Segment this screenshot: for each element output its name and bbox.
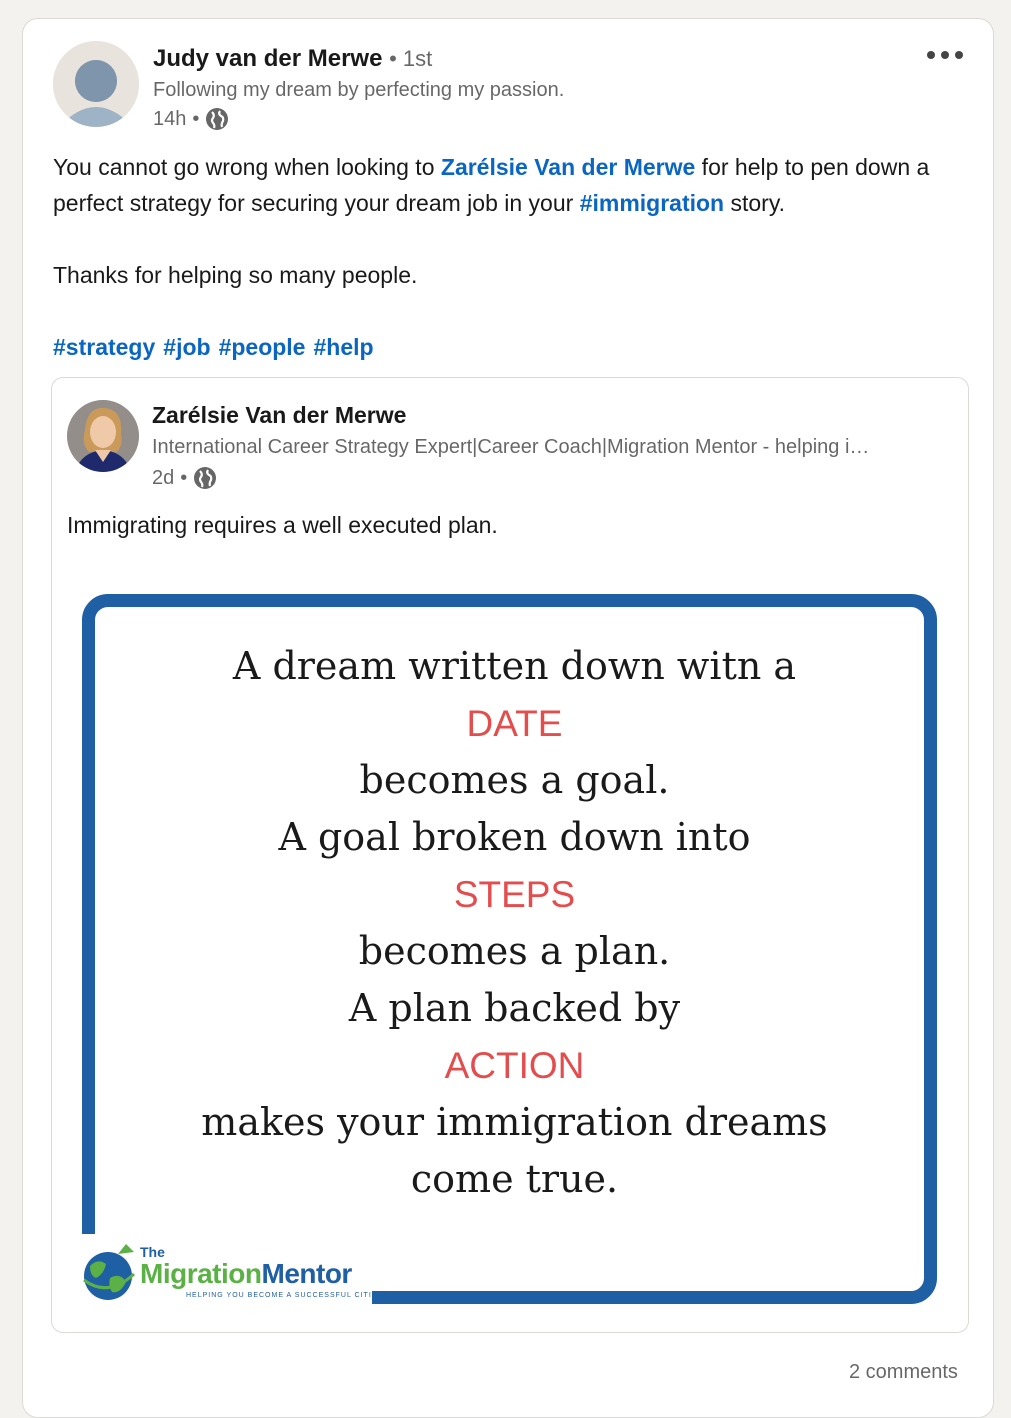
feed-post-card bbox=[22, 18, 994, 1418]
comments-count-link[interactable]: 2 comments bbox=[849, 1361, 958, 1383]
post-meta bbox=[153, 107, 229, 131]
shared-post-meta bbox=[152, 466, 217, 490]
hashtag-link[interactable]: #job bbox=[163, 334, 211, 360]
connection-degree: • 1st bbox=[389, 46, 433, 71]
hashtag-link[interactable]: #strategy bbox=[53, 334, 156, 360]
shared-post[interactable] bbox=[51, 377, 969, 1333]
logo-wordmark bbox=[140, 1258, 352, 1290]
shared-author-headline: International Career Strategy Expert|Career Coach|Migration Mentor - helping i… bbox=[152, 436, 870, 458]
shared-post-time: 2d bbox=[152, 466, 175, 489]
hashtag-link[interactable]: #help bbox=[313, 334, 374, 360]
meta-separator: • bbox=[192, 107, 200, 130]
author-name[interactable] bbox=[153, 45, 432, 73]
mention-link[interactable]: Zarélsie Van der Merwe bbox=[440, 154, 696, 180]
shared-author-name[interactable]: Zarélsie Van der Merwe bbox=[152, 402, 407, 428]
more-horizontal-icon bbox=[925, 50, 965, 60]
quote-line: A dream written down witn a bbox=[232, 644, 797, 688]
author-name-text[interactable]: Judy van der Merwe bbox=[153, 45, 383, 72]
globe-logo-icon bbox=[82, 1240, 138, 1302]
more-options-button[interactable] bbox=[923, 41, 967, 69]
post-body bbox=[53, 149, 973, 365]
post-text-fragment: You cannot go wrong when looking to bbox=[53, 154, 441, 180]
quote-line: makes your immigration dreams bbox=[201, 1100, 828, 1144]
migration-mentor-logo bbox=[82, 1234, 389, 1308]
logo-word-1: Migration bbox=[140, 1258, 262, 1289]
quote-text bbox=[82, 638, 947, 1208]
post-paragraph-2: Thanks for helping so many people. bbox=[53, 262, 418, 288]
author-headline: Following my dream by perfecting my passion. bbox=[153, 79, 565, 101]
post-text-fragment: for help to pen down a perfect strategy for securing your dream job in your bbox=[53, 154, 930, 216]
globe-icon bbox=[193, 466, 217, 490]
quote-line: A plan backed by bbox=[348, 986, 681, 1030]
quote-line: becomes a plan. bbox=[358, 929, 671, 973]
logo-word-2: Mentor bbox=[261, 1258, 352, 1289]
quote-line: A goal broken down into bbox=[278, 815, 751, 859]
shared-author-avatar[interactable] bbox=[67, 400, 139, 472]
shared-post-text: Immigrating requires a well executed plan. bbox=[67, 512, 498, 538]
hashtag-list bbox=[53, 329, 973, 365]
hashtag-link-inline[interactable]: #immigration bbox=[579, 190, 725, 216]
logo-tagline: HELPING YOU BECOME A SUCCESSFUL CITIZEN bbox=[186, 1292, 389, 1299]
hashtag-link[interactable]: #people bbox=[218, 334, 306, 360]
quote-line-accent: DATE bbox=[466, 703, 563, 744]
logo-the: The bbox=[140, 1244, 165, 1260]
default-avatar-icon bbox=[53, 41, 139, 127]
post-text-fragment: story. bbox=[724, 190, 786, 216]
quote-line-accent: STEPS bbox=[453, 874, 576, 915]
quote-line: come true. bbox=[410, 1157, 619, 1201]
post-paragraph-1 bbox=[53, 149, 973, 221]
meta-separator: • bbox=[180, 466, 188, 489]
quote-line-accent: ACTION bbox=[444, 1045, 585, 1086]
author-avatar[interactable] bbox=[53, 41, 139, 127]
profile-photo-icon bbox=[67, 400, 139, 472]
quote-line: becomes a goal. bbox=[359, 758, 670, 802]
shared-post-image[interactable] bbox=[82, 594, 937, 1304]
post-time: 14h bbox=[153, 107, 187, 130]
globe-icon bbox=[205, 107, 229, 131]
